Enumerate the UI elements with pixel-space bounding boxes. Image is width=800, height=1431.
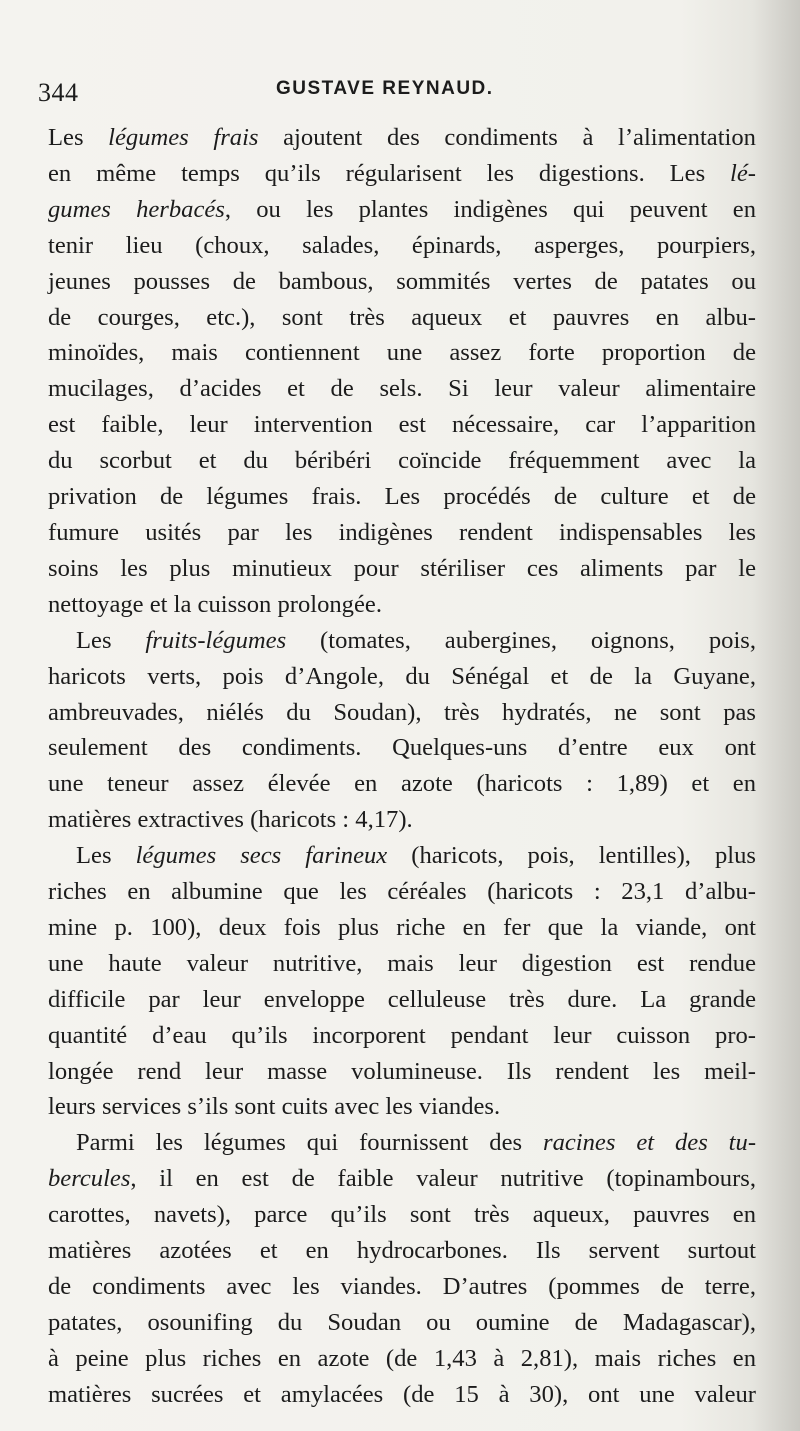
text-line	[48, 1305, 756, 1341]
text-run: fumure usités par les indigènes rendent indispensables les	[48, 518, 756, 546]
text-run: en même temps qu’ils régularisent les digestions. Les	[48, 159, 731, 187]
text-line	[48, 1018, 756, 1054]
text-line	[48, 192, 756, 228]
running-head: GUSTAVE REYNAUD.	[276, 78, 494, 99]
text-line	[48, 371, 756, 407]
text-line	[48, 1054, 756, 1090]
text-line	[48, 1197, 756, 1233]
text-line	[48, 1377, 756, 1413]
text-run: , il en est de faible valeur nutritive (topinambours,	[130, 1165, 756, 1193]
text-run: difficile par leur enveloppe celluleuse très dure. La grande	[48, 985, 756, 1013]
text-line	[48, 766, 756, 802]
text-run: Les	[76, 626, 146, 654]
text-line	[48, 1125, 756, 1161]
text-run: soins les plus minutieux pour stériliser ces aliments par le	[48, 554, 756, 582]
text-run: longée rend leur masse volumineuse. Ils rendent les meil-	[48, 1057, 756, 1085]
text-line	[48, 623, 756, 659]
text-line	[48, 1269, 756, 1305]
text-run: une teneur assez élevée en azote (haricots : 1,89) et en	[48, 770, 756, 798]
text-run: patates, osounifing du Soudan ou oumine de Madagascar),	[48, 1308, 756, 1336]
text-line	[48, 228, 756, 264]
text-run: Parmi les légumes qui fournissent des	[76, 1129, 544, 1157]
text-line	[48, 695, 756, 731]
text-line	[48, 982, 756, 1018]
text-run: ambreuvades, niélés du Soudan), très hydratés, ne sont pas	[48, 698, 756, 726]
text-run: mucilages, d’acides et de sels. Si leur valeur alimentaire	[48, 375, 756, 403]
text-line	[48, 946, 756, 982]
text-line	[48, 659, 756, 695]
text-line	[48, 443, 756, 479]
text-line	[48, 1161, 756, 1197]
text-line	[48, 479, 756, 515]
page-number: 344	[38, 78, 79, 107]
text-run: (haricots, pois, lentilles), plus	[387, 842, 756, 870]
text-run: jeunes pousses de bambous, sommités vertes de patates ou	[48, 267, 756, 295]
italic-term: racines et des tu-	[543, 1129, 757, 1157]
text-run: tenir lieu (choux, salades, épinards, asperges, pourpiers,	[48, 231, 756, 259]
text-run: privation de légumes frais. Les procédés de culture et de	[48, 483, 756, 511]
text-run: matières azotées et en hydrocarbones. Ils servent surtout	[48, 1237, 756, 1265]
body-text	[48, 120, 756, 1413]
text-line	[48, 802, 756, 838]
text-line	[48, 407, 756, 443]
text-line	[48, 730, 756, 766]
text-line	[48, 515, 756, 551]
text-run: haricots verts, pois d’Angole, du Sénégal et de la Guyane,	[48, 662, 756, 690]
text-line	[48, 587, 756, 623]
text-line	[48, 1089, 756, 1125]
text-run: leurs services s’ils sont cuits avec les viandes.	[48, 1093, 501, 1121]
text-run: est faible, leur intervention est nécessaire, car l’apparition	[48, 411, 756, 439]
text-run: de condiments avec les viandes. D’autres (pommes de terre,	[48, 1273, 756, 1300]
text-run: minoïdes, mais contiennent une assez forte proportion de	[48, 339, 756, 367]
italic-term: fruits-légumes	[145, 626, 287, 654]
text-line	[48, 1341, 756, 1377]
text-run: matières sucrées et amylacées (de 15 à 30), ont une valeur	[48, 1380, 756, 1408]
text-run: mine p. 100), deux fois plus riche en fer que la viande, ont	[48, 913, 756, 941]
text-run: Les	[48, 124, 109, 151]
text-run: riches en albumine que les céréales (haricots : 23,1 d’albu-	[48, 878, 756, 906]
text-run: du scorbut et du béribéri coïncide fréquemment avec la	[48, 447, 756, 475]
text-line	[48, 910, 756, 946]
text-run: carottes, navets), parce qu’ils sont très aqueux, pauvres en	[48, 1201, 756, 1229]
page-header	[38, 72, 758, 112]
italic-term: légumes frais	[108, 124, 259, 151]
italic-term: gumes herbacés	[48, 195, 225, 223]
text-line	[48, 120, 756, 156]
text-line	[48, 551, 756, 587]
text-run: matières extractives (haricots : 4,17).	[48, 806, 413, 834]
text-line	[48, 156, 756, 192]
text-run: de courges, etc.), sont très aqueux et pauvres en albu-	[48, 303, 756, 331]
text-run: à peine plus riches en azote (de 1,43 à 2,81), mais riches en	[48, 1344, 756, 1372]
text-line	[48, 838, 756, 874]
italic-term: légumes secs farineux	[135, 842, 388, 870]
text-run: ajoutent des condiments à l’alimentation	[258, 124, 756, 151]
text-run: , ou les plantes indigènes qui peuvent en	[224, 195, 756, 223]
text-run: seulement des condiments. Quelques-uns d’entre eux ont	[48, 734, 756, 762]
text-run: quantité d’eau qu’ils incorporent pendant leur cuisson pro-	[48, 1021, 756, 1049]
text-line	[48, 300, 756, 336]
text-run: Les	[76, 842, 136, 870]
text-run: (tomates, aubergines, oignons, pois,	[286, 626, 756, 654]
text-run: une haute valeur nutritive, mais leur digestion est rendue	[48, 949, 756, 977]
italic-term: bercules	[48, 1165, 131, 1193]
text-line	[48, 264, 756, 300]
text-line	[48, 1233, 756, 1269]
italic-term: lé-	[730, 159, 756, 187]
text-line	[48, 335, 756, 371]
text-line	[48, 874, 756, 910]
text-run: nettoyage et la cuisson prolongée.	[48, 590, 382, 618]
